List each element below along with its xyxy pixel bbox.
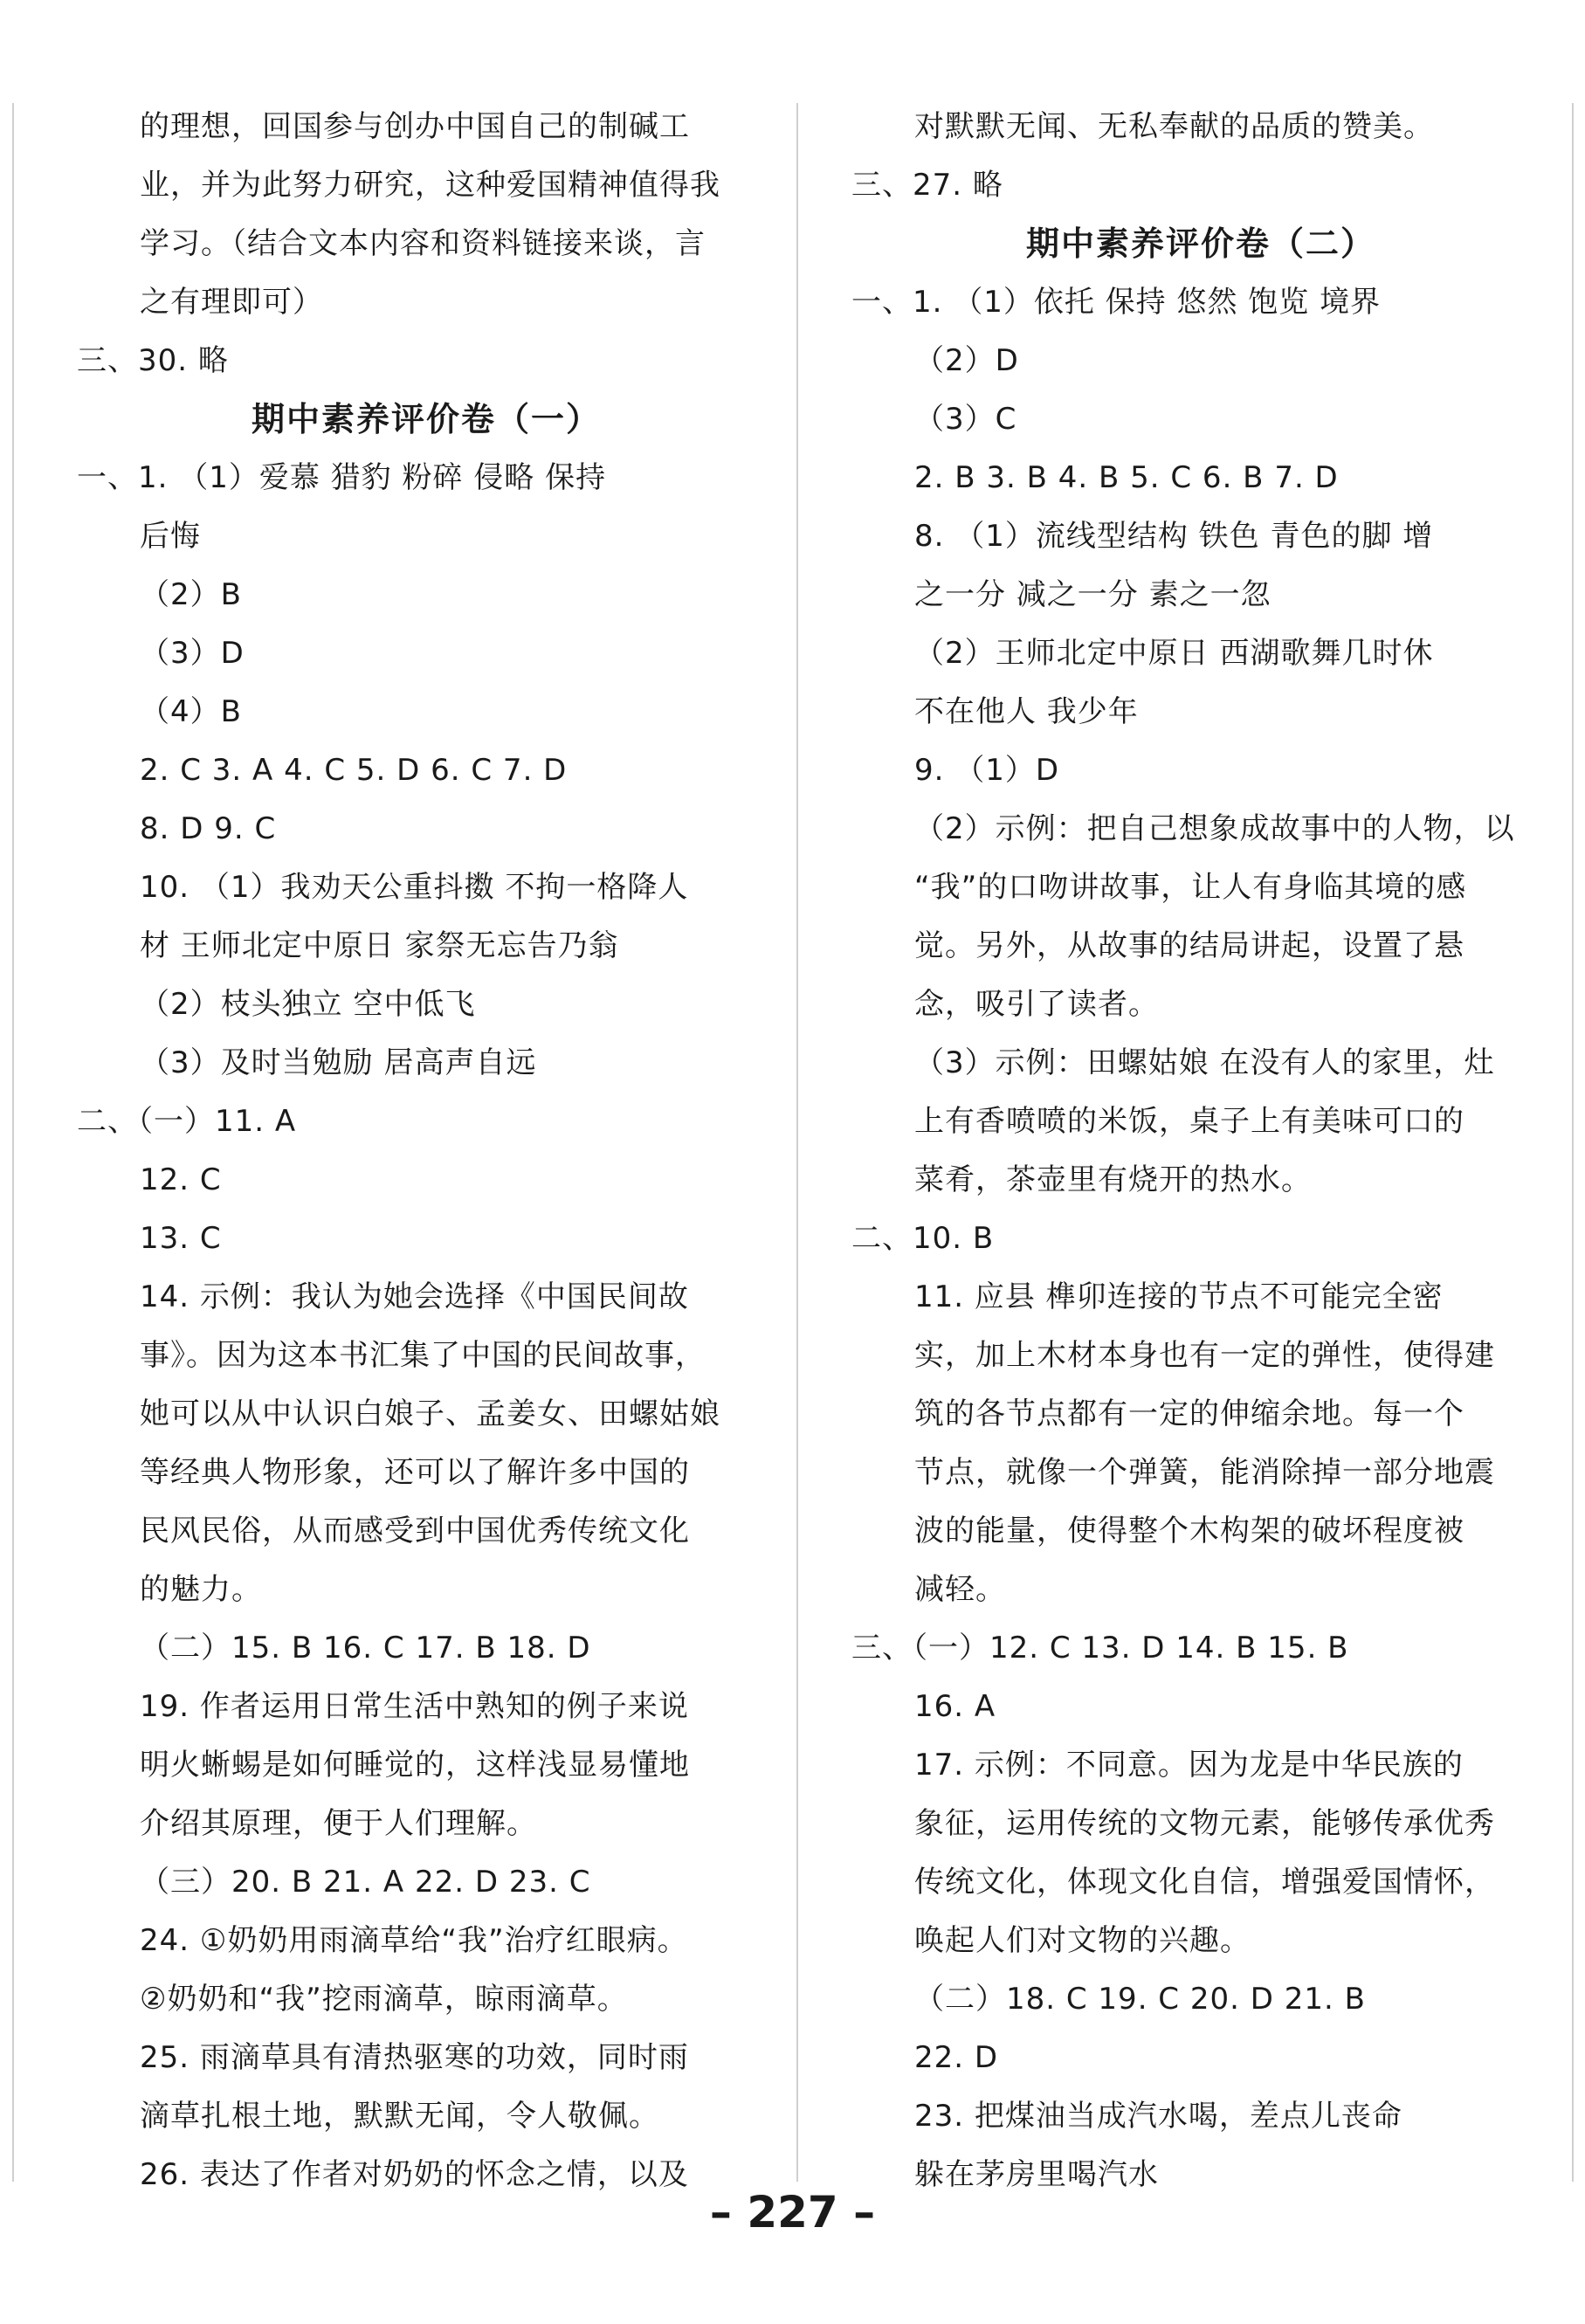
right-answer-line: 对默默无闻、无私奉献的品质的赞美。: [914, 109, 1434, 144]
right-answer-line: 上有香喷喷的米饭，桌子上有美味可口的: [914, 1104, 1464, 1139]
right-answer-line: 波的能量，使得整个木构架的破坏程度被: [914, 1514, 1464, 1548]
right-margin-rule: [1572, 103, 1574, 2182]
left-answer-line: ②奶奶和“我”挖雨滴草，晾雨滴草。: [140, 1982, 628, 2017]
right-answer-line: 节点，就像一个弹簧，能消除掉一部分地震: [914, 1455, 1495, 1490]
right-answer-line: 9. （1）D: [914, 753, 1060, 788]
right-answer-line: （2）示例：把自己想象成故事中的人物，以: [914, 811, 1515, 846]
left-answer-line: 学习。（结合文本内容和资料链接来谈，言: [140, 226, 706, 261]
left-answer-line: 事》。因为这本书汇集了中国的民间故事，: [140, 1338, 706, 1373]
left-answer-line: 14. 示例：我认为她会选择《中国民间故: [140, 1279, 689, 1314]
left-answer-line: 二、（一）11. A: [77, 1104, 297, 1139]
left-answer-line: （三）20. B 21. A 22. D 23. C: [140, 1865, 591, 1900]
left-answer-line: 的魅力。: [140, 1572, 262, 1607]
column-divider: [796, 103, 798, 2182]
right-column: [851, 98, 1515, 2204]
right-answer-line: （3）C: [914, 402, 1017, 437]
left-answer-line: 后悔: [140, 519, 201, 554]
left-answer-line: 19. 作者运用日常生活中熟知的例子来说: [140, 1689, 689, 1724]
right-answer-line: 筑的各节点都有一定的伸缩余地。每一个: [914, 1396, 1464, 1431]
right-answer-line: 觉。另外，从故事的结局讲起，设置了悬: [914, 928, 1464, 963]
left-answer-line: 25. 雨滴草具有清热驱寒的功效，同时雨: [140, 2040, 689, 2075]
right-answer-line: （3）示例：田螺姑娘 在没有人的家里，灶: [914, 1045, 1495, 1080]
right-answer-line: 22. D: [914, 2040, 999, 2075]
right-answer-line: 11. 应县 榫卯连接的节点不可能完全密: [914, 1279, 1444, 1314]
left-answer-line: 12. C: [140, 1162, 222, 1197]
left-answer-line: 13. C: [140, 1221, 222, 1256]
right-answer-line: 不在他人 我少年: [914, 694, 1139, 729]
right-answer-line: 17. 示例：不同意。因为龙是中华民族的: [914, 1748, 1464, 1783]
left-answer-line: 材 王师北定中原日 家祭无忘告乃翁: [140, 928, 619, 963]
right-answer-line: 2. B 3. B 4. B 5. C 6. B 7. D: [914, 460, 1339, 495]
left-answer-line: （3）D: [140, 636, 245, 671]
left-answer-line: 她可以从中认识白娘子、孟姜女、田螺姑娘: [140, 1396, 720, 1431]
right-answer-line: 23. 把煤油当成汽水喝，差点儿丧命: [914, 2099, 1402, 2134]
right-answer-line: 8. （1）流线型结构 铁色 青色的脚 增: [914, 519, 1434, 554]
right-answer-line: （二）18. C 19. C 20. D 21. B: [914, 1982, 1366, 2017]
right-answer-line: 传统文化，体现文化自信，增强爱国情怀，: [914, 1865, 1495, 1900]
left-answer-line: 介绍其原理，便于人们理解。: [140, 1806, 537, 1841]
right-answer-line: 之一分 减之一分 素之一忽: [914, 577, 1271, 612]
left-answer-line: （3）及时当勉励 居高声自远: [140, 1045, 537, 1080]
left-answer-line: 明火蜥蜴是如何睡觉的，这样浅显易懂地: [140, 1748, 690, 1783]
left-column: [77, 98, 741, 2204]
right-answer-line: 16. A: [914, 1689, 996, 1724]
right-answer-line: 三、27. 略: [851, 168, 1003, 203]
left-answer-line: （4）B: [140, 694, 242, 729]
right-answer-line: 减轻。: [914, 1572, 1006, 1607]
left-section-title: 期中素养评价卷（一）: [251, 400, 601, 438]
left-answer-line: 26. 表达了作者对奶奶的怀念之情，以及: [140, 2157, 689, 2192]
right-answer-line: 菜肴，茶壶里有烧开的热水。: [914, 1162, 1312, 1197]
right-answer-line: 三、（一）12. C 13. D 14. B 15. B: [851, 1631, 1349, 1665]
left-answer-line: 10. （1）我劝天公重抖擞 不拘一格降人: [140, 870, 689, 905]
left-answer-line: 三、30. 略: [77, 343, 229, 378]
right-answer-line: 念，吸引了读者。: [914, 987, 1159, 1022]
left-answer-line: 业，并为此努力研究，这种爱国精神值得我: [140, 168, 720, 203]
right-answer-line: “我”的口吻讲故事，让人有身临其境的感: [914, 870, 1467, 905]
left-margin-rule: [12, 103, 14, 2182]
right-answer-line: 唤起人们对文物的兴趣。: [914, 1923, 1251, 1958]
right-answer-line: （2）D: [914, 343, 1019, 378]
left-answer-line: 的理想，回国参与创办中国自己的制碱工: [140, 109, 690, 144]
right-answer-line: 实，加上木材本身也有一定的弹性，使得建: [914, 1338, 1495, 1373]
left-answer-line: 24. ①奶奶用雨滴草给“我”治疗红眼病。: [140, 1923, 688, 1958]
right-answer-line: 象征，运用传统的文物元素，能够传承优秀: [914, 1806, 1495, 1841]
left-answer-line: 2. C 3. A 4. C 5. D 6. C 7. D: [140, 753, 568, 788]
left-answer-line: 滴草扎根土地，默默无闻，令人敬佩。: [140, 2099, 659, 2134]
left-answer-line: （2）B: [140, 577, 242, 612]
left-answer-line: 8. D 9. C: [140, 811, 277, 846]
left-answer-line: 民风民俗，从而感受到中国优秀传统文化: [140, 1514, 690, 1548]
right-section-title: 期中素养评价卷（二）: [1025, 224, 1375, 263]
left-answer-line: （2）枝头独立 空中低飞: [140, 987, 476, 1022]
right-answer-line: 躲在茅房里喝汽水: [914, 2157, 1159, 2192]
left-answer-line: 之有理即可）: [140, 285, 323, 320]
right-answer-line: （2）王师北定中原日 西湖歌舞几时休: [914, 636, 1434, 671]
right-answer-line: 一、1. （1）依托 保持 悠然 饱览 境界: [851, 285, 1382, 320]
left-answer-line: 等经典人物形象，还可以了解许多中国的: [140, 1455, 690, 1490]
left-answer-line: 一、1. （1）爱慕 猎豹 粉碎 侵略 保持: [77, 460, 607, 495]
right-answer-line: 二、10. B: [851, 1221, 995, 1256]
page-number: – 227 –: [709, 2187, 876, 2238]
left-answer-line: （二）15. B 16. C 17. B 18. D: [140, 1631, 591, 1665]
